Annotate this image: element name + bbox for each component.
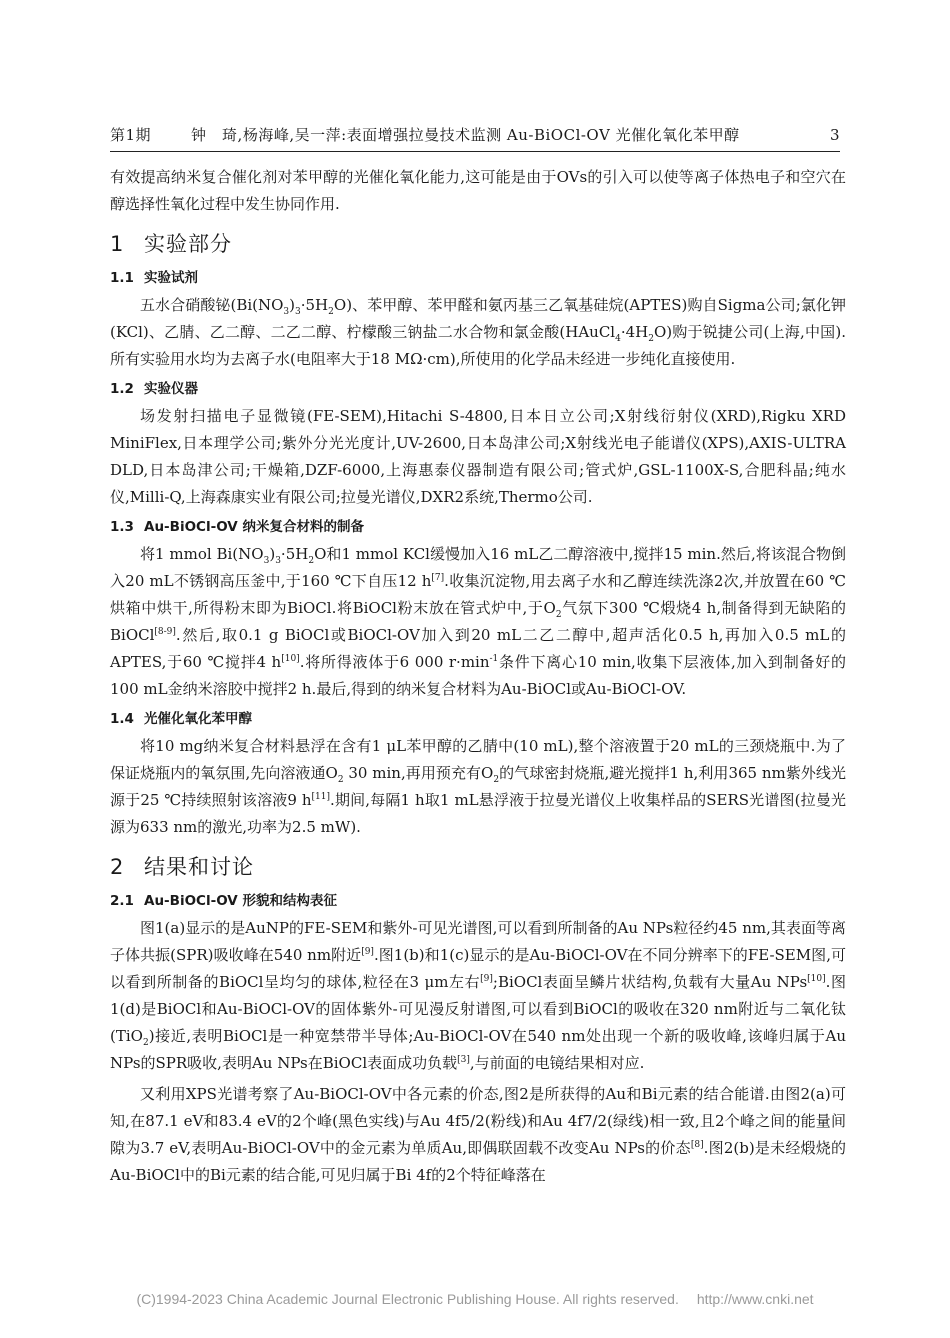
citation: [9] [480, 974, 493, 984]
section-2-heading [110, 851, 846, 881]
citation: [3] [457, 1055, 470, 1065]
subsection-title: Au-BiOCl-OV 纳米复合材料的制备 [144, 519, 364, 535]
citation: [8-9] [154, 627, 176, 637]
section-number: 1 [110, 232, 125, 256]
section-title: 结果和讨论 [144, 855, 254, 879]
reagents-paragraph: 五水合硝酸铋$(Bi(NO_3)_3\cdot 5H_2O)$、苯甲醇、苯甲醛和氨丙基三乙氧基硅烷(APTES)购自Sigma公司;氯化钾(KCl)、乙腈、乙二醇、二乙二醇、柠檬酸三钠盐二水合物和氯金酸$(HAuCl_4\cdot 4H_2O)$购于锐捷公司(上海,中国).所有实验用水均为去离子水(电阻率大于18 MΩ·cm),所使用的化学品未经进一步纯化直接使用. [110, 296, 846, 368]
article-body [110, 164, 846, 1189]
subsection-1-2-heading [110, 377, 846, 401]
subsection-1-3-heading [110, 515, 846, 539]
page-number: 3 [829, 126, 840, 144]
section-title: 实验部分 [144, 232, 232, 256]
running-title: 钟 琦,杨海峰,吴一萍:表面增强拉曼技术监测 Au-BiOCl-OV 光催化氧化苯甲醇 [191, 126, 740, 144]
running-header [110, 124, 840, 152]
subsection-number: 1.4 [110, 711, 134, 727]
subsection-title: 实验仪器 [144, 381, 198, 397]
citation: [7] [431, 573, 445, 583]
citation: [9] [361, 947, 374, 957]
subsection-1-4-heading [110, 707, 846, 731]
xps-paragraph: 又利用XPS光谱考察了Au-BiOCl-OV中各元素的价态,图2是所获得的Au和Bi元素的结合能谱.由图2(a)可知,在87.1 eV和83.4 eV的2个峰(黑色实线)与Au 4f5/2(粉线)和Au 4f7/2(绿线)相一致,且2个峰之间的能量间隙为3.7 eV,表明Au-BiOCl-OV中的金元素为单质Au,即偶联固载不改变Au NPs的价态[8].图2(b)是未经煅烧的Au-BiOCl中的Bi元素的结合能,可见归属于Bi 4f的2个特征峰落在 [110, 1085, 847, 1184]
issue-label: 第1期 [110, 126, 152, 144]
subsection-number: 1.3 [110, 519, 134, 535]
citation: [10] [807, 974, 826, 984]
subsection-1-1-heading [110, 266, 846, 290]
citation: [10] [281, 654, 300, 664]
cnki-link[interactable]: http://www.cnki.net [696, 1291, 814, 1307]
section-number: 2 [110, 855, 125, 879]
subsection-number: 1.1 [110, 270, 134, 286]
copyright-footer [0, 1291, 950, 1307]
subsection-title: 光催化氧化苯甲醇 [144, 711, 252, 727]
morphology-paragraph: 图1(a)显示的是AuNP的FE-SEM和紫外-可见光谱图,可以看到所制备的Au NPs粒径约45 nm,其表面等离子体共振(SPR)吸收峰在540 nm附近[9].图1(b)和1(c)显示的是Au-BiOCl-OV在不同分辨率下的FE-SEM图,可以看到所制备的BiOCl呈均匀的球体,粒径在3 μm左右[9];BiOCl表面呈鳞片状结构,负载有大量Au NPs[10].图1(d)是BiOCl和Au-BiOCl-OV的固体紫外-可见漫反射谱图,可以看到BiOCl的吸收在320 nm附近与二氧化钛(TiO$_2$)接近,表明BiOCl是一种宽禁带半导体;Au-BiOCl-OV在540 nm处出现一个新的吸收峰,该峰归属于Au NPs的SPR吸收,表明Au NPs在BiOCl表面成功负载[3],与前面的电镜结果相对应. [110, 919, 846, 1072]
preparation-paragraph: 将1 mmol $Bi(NO_3)_3\cdot 5H_2O$和1 mmol KCl缓慢加入16 mL乙二醇溶液中,搅拌15 min.然后,将该混合物倒入20 mL不锈钢高压釜中,于160 ℃下自压12 h[7].收集沉淀物,用去离子水和乙醇连续洗涤2次,并放置在60 ℃烘箱中烘干,所得粉末即为BiOCl.将BiOCl粉末放在管式炉中,于$O_2$气氛下300 ℃煅烧4 h,制备得到无缺陷的BiOCl[8-9].然后,取0.1 g BiOCl或BiOCl-OV加入到20 mL二乙二醇中,超声活化0.5 h,再加入0.5 mL的APTES,于60 ℃搅拌4 h[10].将所得液体于6 000 $r\cdot\min^{-1}$条件下离心10 min,收集下层液体,加入到制备好的100 mL金纳米溶胶中搅拌2 h.最后,得到的纳米复合材料为Au-BiOCl或Au-BiOCl-OV. [110, 545, 847, 698]
subsection-title: 实验试剂 [144, 270, 198, 286]
subsection-title: Au-BiOCl-OV 形貌和结构表征 [144, 893, 337, 909]
intro-tail-paragraph: 有效提高纳米复合催化剂对苯甲醇的光催化氧化能力,这可能是由于OVs的引入可以使等离子体热电子和空穴在醇选择性氧化过程中发生协同作用. [110, 168, 846, 213]
photocatalysis-paragraph: 将10 mg纳米复合材料悬浮在含有1 μL苯甲醇的乙腈中(10 mL),整个溶液置于20 mL的三颈烧瓶中.为了保证烧瓶内的氧氛围,先向溶液通$O_2$ 30 min,再用预充有$O_2$的气球密封烧瓶,避光搅拌1 h,利用365 nm紫外线光源于25 ℃持续照射该溶液9 h[11].期间,每隔1 h取1 mL悬浮液于拉曼光谱仪上收集样品的SERS光谱图(拉曼光源为633 nm的激光,功率为2.5 mW). [110, 737, 847, 836]
subsection-2-1-heading [110, 889, 846, 913]
citation: [8] [690, 1140, 704, 1150]
copyright-text: (C)1994-2023 China Academic Journal Electronic Publishing House. All rights reserved. [136, 1291, 679, 1307]
subsection-number: 1.2 [110, 381, 134, 397]
instruments-paragraph: 场发射扫描电子显微镜(FE-SEM),Hitachi S-4800,日本日立公司;X射线衍射仪(XRD),Rigku XRD MiniFlex,日本理学公司;紫外分光光度计,UV-2600,日本岛津公司;X射线光电子能谱仪(XPS),AXIS-ULTRA DLD,日本岛津公司;干燥箱,DZF-6000,上海惠泰仪器制造有限公司;管式炉,GSL-1100X-S,合肥科晶;纯水仪,Milli-Q,上海森康实业有限公司;拉曼光谱仪,DXR2系统,Thermo公司. [110, 407, 846, 506]
section-1-heading [110, 228, 846, 258]
subsection-number: 2.1 [110, 893, 134, 909]
citation: [11] [311, 792, 331, 802]
